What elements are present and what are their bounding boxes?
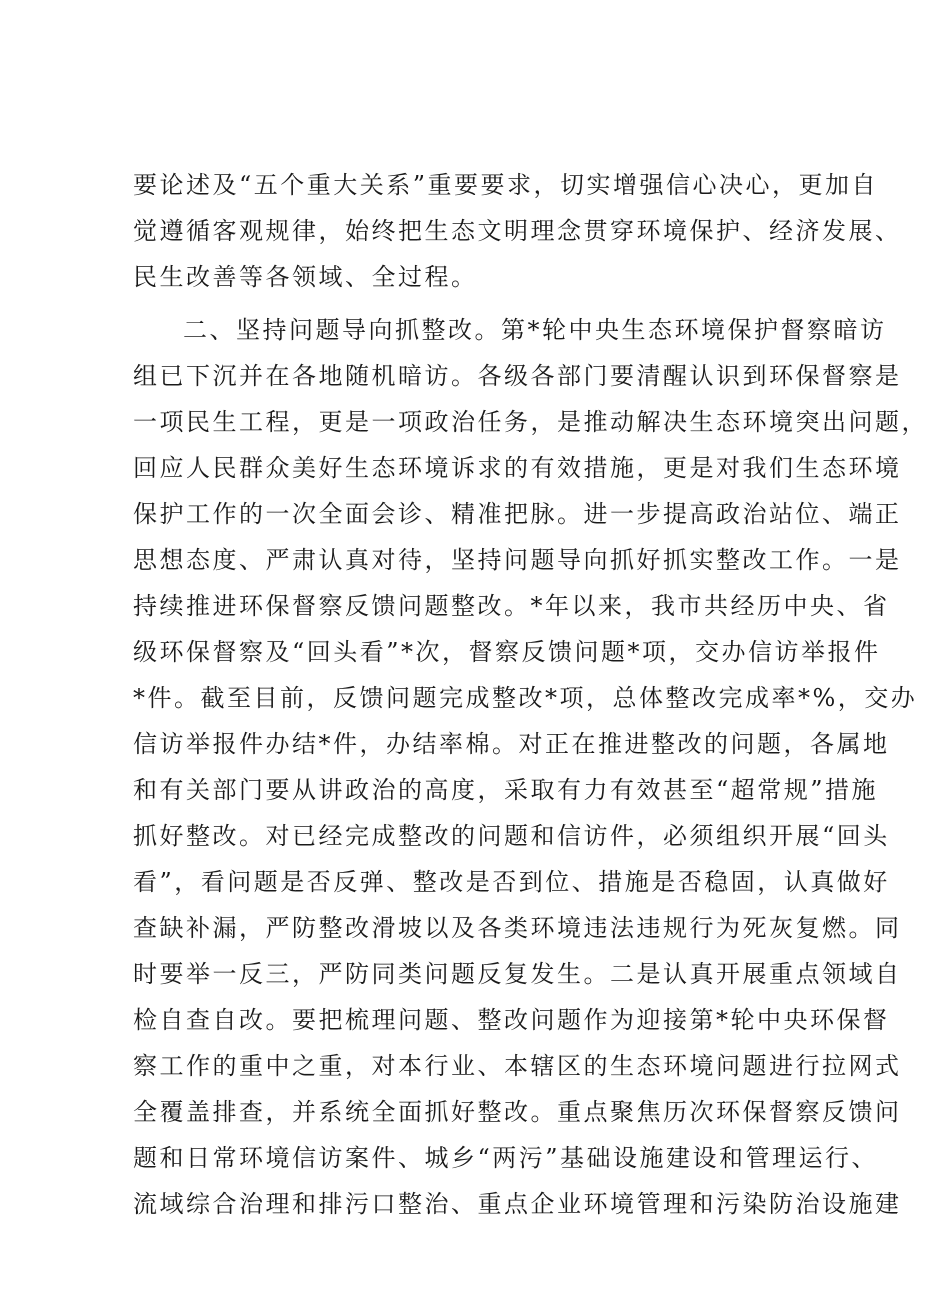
text-line: 组已下沉并在各地随机暗访。各级各部门要清醒认识到环保督察是 (133, 362, 902, 390)
text-line: 一项民生工程，更是一项政治任务，是推动解决生态环境突出问题， (133, 408, 928, 436)
text-line: 查缺补漏，严防整改滑坡以及各类环境违法违规行为死灰复燃。同 (133, 914, 902, 942)
text-line: 级环保督察及“回头看”*次，督察反馈问题*项，交办信访举报件 (133, 638, 881, 666)
paragraph-section-two (133, 307, 928, 1227)
text-line: 题和日常环境信访案件、城乡“两污”基础设施建设和管理运行、 (133, 1144, 879, 1172)
text-line: 抓好整改。对已经完成整改的问题和信访件，必须组织开展“回头 (133, 822, 890, 850)
text-line: 保护工作的一次全面会诊、精准把脉。进一步提高政治站位、端正 (133, 500, 902, 528)
text-line: 检自查自改。要把梳理问题、整改问题作为迎接第*轮中央环保督 (133, 1006, 890, 1034)
text-line: 觉遵循客观规律，始终把生态文明理念贯穿环境保护、经济发展、 (133, 217, 902, 245)
section-heading-line: 二、坚持问题导向抓整改。第*轮中央生态环境保护督察暗访 (183, 316, 887, 344)
text-line: 时要举一反三，严防同类问题反复发生。二是认真开展重点领域自 (133, 960, 902, 988)
text-line: 民生改善等各领域、全过程。 (133, 263, 478, 291)
text-line: 看”，看问题是否反弹、整改是否到位、措施是否稳固，认真做好 (133, 868, 890, 896)
paragraph-continuation (133, 162, 902, 300)
text-line: 持续推进环保督察反馈问题整改。*年以来，我市共经历中央、省 (133, 592, 890, 620)
text-line: 要论述及“五个重大关系”重要要求，切实增强信心决心，更加自 (133, 171, 879, 199)
text-line: *件。截至目前，反馈问题完成整改*项，总体整改完成率*%，交办 (133, 684, 918, 712)
text-line: 流域综合治理和排污口整治、重点企业环境管理和污染防治设施建 (133, 1190, 902, 1218)
text-line: 全覆盖排查，并系统全面抓好整改。重点聚焦历次环保督察反馈问 (133, 1098, 902, 1126)
text-line: 回应人民群众美好生态环境诉求的有效措施，更是对我们生态环境 (133, 454, 902, 482)
text-line: 察工作的重中之重，对本行业、本辖区的生态环境问题进行拉网式 (133, 1052, 902, 1080)
text-line: 思想态度、严肃认真对待，坚持问题导向抓好抓实整改工作。一是 (133, 546, 902, 574)
text-line: 和有关部门要从讲政治的高度，采取有力有效甚至“超常规”措施 (133, 776, 879, 804)
text-line: 信访举报件办结*件，办结率棉。对正在推进整改的问题，各属地 (133, 730, 890, 758)
